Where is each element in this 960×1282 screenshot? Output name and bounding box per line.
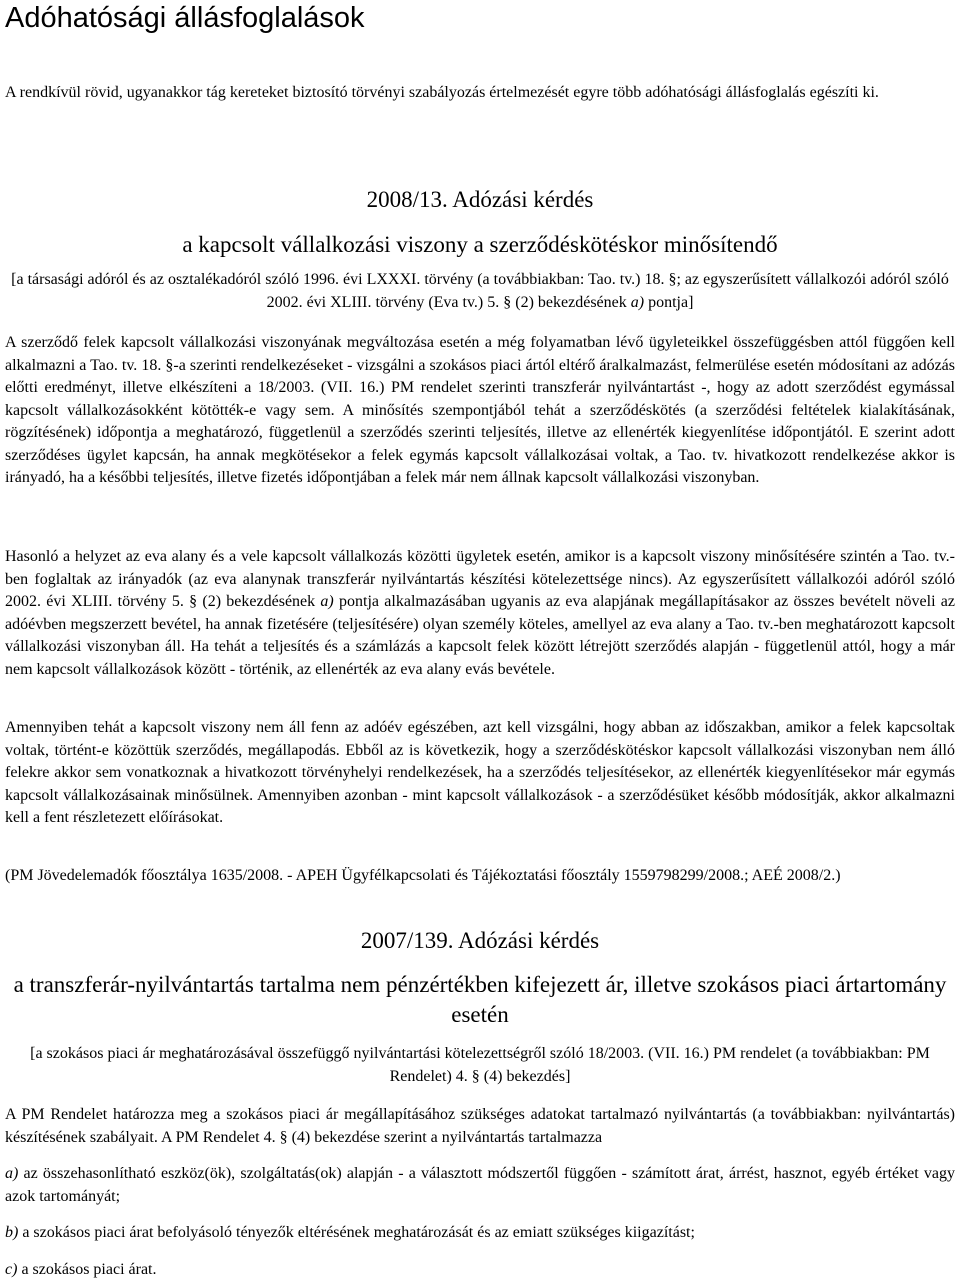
question-2-paragraph-1: A PM Rendelet határozza meg a szokásos piaci ár megállapításához szükséges adatokat tartalmazó nyilvántartás (a továbbiakban: nyilvántartás) készítésének szabályait. A PM Rendelet 4. § (4) bekezdése szerint a nyilvántartás tartalmazza: [5, 1106, 955, 1146]
list-item-a-text: az összehasonlítható eszköz(ök), szolgáltatás(ok) alapján - a választott módszertől függően - számított árat, árrést, hasznot, egyéb értéket vagy azok tartományát;: [5, 1165, 955, 1205]
list-item-b-label: b): [5, 1224, 19, 1241]
question-1-source: (PM Jövedelemadók főosztálya 1635/2008. - APEH Ügyfélkapcsolati és Tájékoztatási főosztály 1559798299/2008.; AEÉ 2008/2.): [5, 867, 841, 884]
paragraph-text-end: pontja alkalmazásában ugyanis az eva alapjának megállapításakor az összes bevételt növeli az adóévben megszerzett bevétel, ha annak fizetésére (teljesítésére) olyan személy köteles, amellyel az eva alany a Tao. tv.-ben meghatározott kapcsolt vállalkozási viszonyban áll. Ha tehát a teljesítés és a számlázás a kapcsolt felek között létrejött szerződés alapján - függetlenül attól, hogy a már nem kapcsolt vállalkozások között - történik, az ellenérték az eva alany evás bevétele.: [5, 593, 955, 678]
question-1-paragraph-3: Amennyiben tehát a kapcsolt viszony nem áll fenn az adóév egészében, azt kell vizsgálni, hogy abban az időszakban, amikor a felek kapcsoltak voltak, történt-e közöttük szerződés, megállapodás. Ebből az is következik, hogy a szerződéskötéskor kapcsolt vállalkozási viszonyban nem álló felekre akkor sem vonatkoznak a hivatkozott törvényhelyi rendelkezések, ha a szerződés teljesítésekor, az ellenérték kiegyenlítésekor már egymás kapcsolt vállalkozásainak minősülnek. Amennyiben azonban - mint kapcsolt vállalkozások - a szerződésüket később módosítják, akkor alkalmazni kell a fent részletezett előírásokat.: [5, 719, 955, 826]
list-item-c: [5, 1259, 955, 1282]
question-2-subtitle: a transzferár-nyilvántartás tartalma nem pénzértékben kifejezett ár, illetve szokásos piaci ártartomány esetén: [13, 972, 947, 1027]
question-1-reference: [5, 268, 955, 314]
reference-text: [a társasági adóról és az osztalékadóról szóló 1996. évi LXXXI. törvény (a továbbiakban: Tao. tv.) 18. §; az egyszerűsített vállalkozói adóról szóló 2002. évi XLIII. törvény (Eva tv.) 5. § (2) bekezdésének: [11, 271, 949, 311]
list-item-c-label: c): [5, 1261, 18, 1278]
question-1-number: 2008/13. Adózási kérdés: [366, 187, 594, 212]
list-item-a-label: a): [5, 1165, 19, 1182]
intro-paragraph: A rendkívül rövid, ugyanakkor tág kereteket biztosító törvényi szabályozás értelmezését egyre több adóhatósági állásfoglalás egészíti ki.: [5, 84, 879, 101]
question-2-reference: [a szokásos piaci ár meghatározásával összefüggő nyilvántartási kötelezettségről szóló 18/2003. (VII. 16.) PM rendelet (a továbbiakban: PM Rendelet) 4. § (4) bekezdés]: [30, 1045, 930, 1085]
list-item-b-text: a szokásos piaci árat befolyásoló tényezők eltérésének meghatározását és az emiatt szükséges kiigazítást;: [18, 1224, 695, 1241]
paragraph-point: a): [320, 593, 334, 610]
paragraph-text: Hasonló a helyzet az eva alany és a vele kapcsolt vállalkozás közötti ügyletek esetén, amikor is a kapcsolt viszony minősítésére szintén a Tao. tv.-ben foglaltak az irányadók (az eva alanynak transzferár nyilvántartás készítési kötelezettsége nincs). Az egyszerűsített vállalkozói adóról szóló 2002. évi XLIII. törvény 5. § (2) bekezdésének: [5, 548, 955, 610]
question-1-paragraph-2: [5, 546, 955, 681]
question-1-subtitle: a kapcsolt vállalkozási viszony a szerződéskötéskor minősítendő: [182, 232, 778, 257]
list-item-b: [5, 1222, 955, 1245]
list-item-c-text: a szokásos piaci árat.: [17, 1261, 157, 1278]
list-item-a: [5, 1163, 955, 1208]
question-1-paragraph-1: A szerződő felek kapcsolt vállalkozási viszonyának megváltozása esetén a még folyamatban lévő ügyleteikkel összefüggésben attól függően kell alkalmazni a Tao. tv. 18. §-a szerinti rendelkezéseket - vizsgálni a szokásos piaci ártól eltérő áralkalmazást, felmerülése esetén módosítani az adózás előtti eredményt, illetve elkészíteni a 18/2003. (VII. 16.) PM rendelet szerinti transzferár nyilvántartást -, hogy az adott szerződést egymással kapcsolt vállalkozásokként kötötték-e vagy sem. A minősítés szempontjából tehát a szerződéskötés (a szerződési feltételek kialakításának, rögzítésének) időpontja a meghatározó, függetlenül a szerződés szerinti teljesítés, illetve az ellenérték kiegyenlítése időpontjától. E szerint adott szerződéses ügylet kapcsán, ha annak megkötésekor a felek egymás kapcsolt vállalkozásai voltak, a Tao. tv. hivatkozott rendelkezése akkor is irányadó, ha a későbbi teljesítés, illetve fizetés időpontjában a felek már nem állnak kapcsolt vállalkozási viszonyban.: [5, 334, 955, 486]
reference-text-end: pontja]: [644, 294, 694, 311]
question-2-number: 2007/139. Adózási kérdés: [360, 928, 600, 953]
reference-point: a): [630, 294, 645, 311]
page-title: Adóhatósági állásfoglalások: [5, 2, 365, 34]
